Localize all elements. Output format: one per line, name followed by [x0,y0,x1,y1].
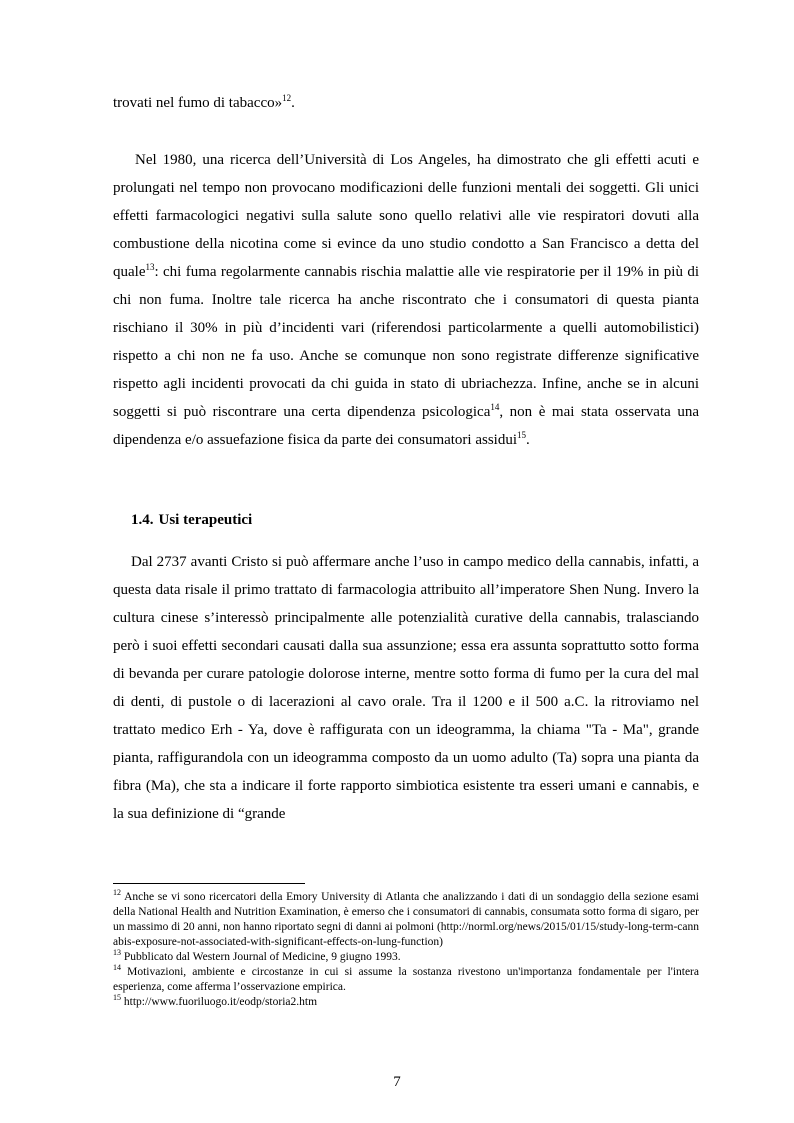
paragraph-1 [113,89,699,117]
footnote-15 [113,995,699,1010]
footnotes [113,890,699,1010]
footnote-divider [113,883,305,884]
footnote-number: 14 [113,963,121,973]
footnote-text: Motivazioni, ambiente e circostanze in cui si assume la sostanza rivestono un'importanza fondamentale per l'intera esperienza, come afferma l’osservazione empirica. [113,966,699,993]
paragraph-3-text: Dal 2737 avanti Cristo si può affermare anche l’uso in campo medico della cannabis, infatti, a questa data risale il primo trattato di farmacologia attribuito all’imperatore Shen Nung. Invero la cultura cinese s’interessò principalmente alle potenzialità curative della cannabis, tralasciando però i suoi effetti secondari causati dalla sua assunzione; essa era assunta soprattutto sotto forma di bevanda per curare patologie dolorose interne, mentre sotto forma di fumo per la cura del mal di denti, di pustole o di lacerazioni al cavo orale. Tra il 1200 e il 500 a.C. la ritroviamo nel trattato medico Erh - Ya, dove è raffigurata con un ideogramma, la chiama "Ta - Ma", grande pianta, raffigurandola con un ideogramma composto da un uomo adulto (Ta) sopra una pianta da fibra (Ma), che sta a indicare il forte rapporto simbiotica esistente tra esseri umani e cannabis, e la sua definizione di “grande [113,554,699,822]
section-heading [131,506,252,534]
paragraph-2-end: . [526,432,530,448]
paragraph-2 [113,146,699,454]
paragraph-2-text-a: Nel 1980, una ricerca dell’Università di Los Angeles, ha dimostrato che gli effetti acuti e prolungati nel tempo non provocano modificazioni delle funzioni mentali dei soggetti. Gli unici effetti farmacologici negativi sulla salute sono quello relativi alle vie respiratori dovuti alla combustione della nicotina come si evince da uno studio condotto a San Francisco a detta del quale [113,152,699,280]
footnote-13 [113,950,699,965]
paragraph-2-text-b: : chi fuma regolarmente cannabis rischia malattie alle vie respiratorie per il 19% in più di chi non fuma. Inoltre tale ricerca ha anche riscontrato che i consumatori di questa pianta rischiano il 30% in più d’incidenti vari (riferendosi particolarmente a quelli automobilistici) rispetto a chi non ne fa uso. Anche se comunque non sono registrate differenze significative rispetto agli incidenti provocati da chi guida in stato di ubriachezza. Infine, anche se in alcuni soggetti si può riscontrare una certa dipendenza psicologica [113,264,699,420]
footnote-ref-12[interactable]: 12 [282,93,292,103]
footnote-12 [113,890,699,950]
footnote-number: 15 [113,993,121,1003]
footnote-number: 13 [113,948,121,958]
paragraph-1-end: . [291,95,295,111]
footnote-ref-15[interactable]: 15 [517,430,527,440]
footnote-number: 12 [113,888,121,898]
section-number: 1.4. [131,512,154,528]
paragraph-2-text-c: , non è mai stata osservata una dipendenza e/o assuefazione fisica da parte dei consumatori assidui [113,404,699,448]
paragraph-3 [113,548,699,828]
section-title: Usi terapeutici [158,512,253,528]
footnote-text: Anche se vi sono ricercatori della Emory University di Atlanta che analizzando i dati di un sondaggio della sezione esami della National Health and Nutrition Examination, è emerso che i consumatori di cannabis, consumata sotto forma di sigaro, per un massimo di 20 anni, non hanno riportato segni di danni ai polmoni [113,891,699,933]
footnote-ref-13[interactable]: 13 [145,262,155,272]
footnote-text: Pubblicato dal Western Journal of Medicine, 9 giugno 1993. [123,951,401,963]
footnote-ref-14[interactable]: 14 [490,402,500,412]
footnote-link[interactable]: (http://norml.org/news/2015/01/15/study-long-term-cannabis-exposure-not-associated-with-significant-effects-on-lung-function) [113,921,699,948]
page-number: 7 [393,1074,401,1090]
footnote-14 [113,965,699,995]
footnote-link[interactable]: http://www.fuoriluogo.it/eodp/storia2.htm [123,996,318,1008]
paragraph-1-text: trovati nel fumo di tabacco» [113,95,283,111]
